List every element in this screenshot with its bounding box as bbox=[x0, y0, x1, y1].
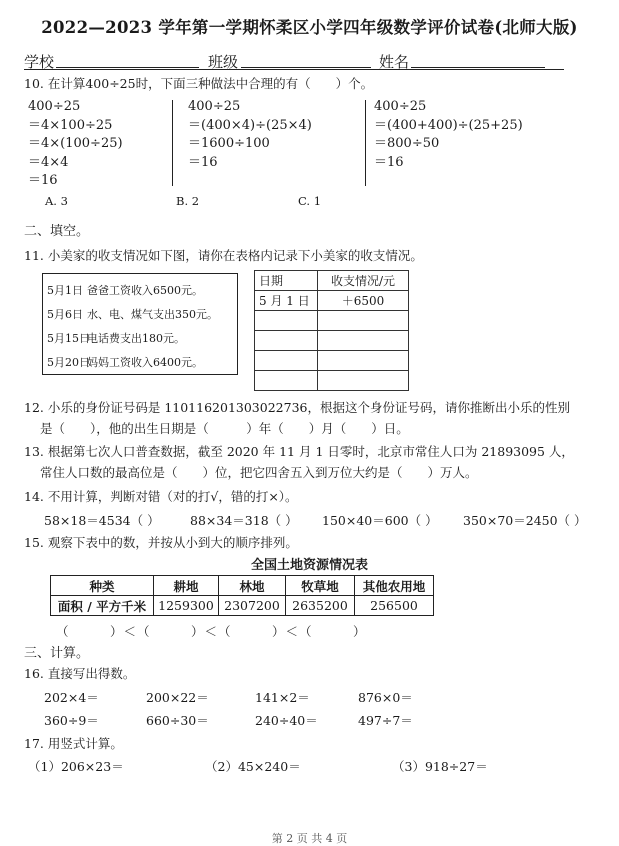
q17-item-3: （3）918÷27＝ bbox=[392, 759, 488, 774]
q16-item: 497÷7＝ bbox=[358, 713, 413, 728]
q17-stem: 17. 用竖式计算。 bbox=[24, 736, 123, 751]
note-4: 5月20日妈妈工资收入6400元。 bbox=[47, 356, 203, 369]
q10-option-b: B. 2 bbox=[176, 194, 200, 208]
note-2: 5月6日 水、电、煤气支出350元。 bbox=[47, 308, 218, 321]
q16-item: 202×4＝ bbox=[44, 690, 99, 705]
q16-item: 660÷30＝ bbox=[146, 713, 209, 728]
table-row: 种类 耕地 林地 牧草地 其他农用地 bbox=[51, 576, 434, 596]
q16-item: 141×2＝ bbox=[255, 690, 310, 705]
page-footer: 第 2 页 共 4 页 bbox=[271, 832, 348, 845]
q14-item-1: 58×18＝4534（ ） bbox=[44, 513, 160, 528]
table-row bbox=[255, 311, 409, 331]
q16-item: 876×0＝ bbox=[358, 690, 413, 705]
q11-ledger-table bbox=[254, 270, 409, 391]
section-2-heading: 二、填空。 bbox=[24, 224, 90, 239]
table-row: 5 月 1 日 ＋6500 bbox=[255, 291, 409, 311]
table-row: 日期 收支情况/元 bbox=[255, 271, 409, 291]
table-row bbox=[255, 371, 409, 391]
q10-option-c: C. 1 bbox=[298, 194, 322, 208]
q16-item: 240÷40＝ bbox=[255, 713, 318, 728]
table-row bbox=[255, 351, 409, 371]
q11-notes-box bbox=[42, 273, 238, 375]
q10-divider-2 bbox=[365, 100, 366, 186]
class-label: 班级 bbox=[208, 53, 239, 71]
q15-stem: 15. 观察下表中的数，并按从小到大的顺序排列。 bbox=[24, 535, 298, 550]
q10-stem: 10. 在计算400÷25时，下面三种做法中合理的有（ ）个。 bbox=[24, 76, 374, 91]
header-rule bbox=[24, 69, 564, 70]
q13-line-1: 13. 根据第七次人口普查数据，截至 2020 年 11 月 1 日零时，北京市常住人口为 21893095 人， bbox=[24, 444, 574, 459]
q17-item-1: （1）206×23＝ bbox=[28, 759, 124, 774]
q16-item: 360÷9＝ bbox=[44, 713, 99, 728]
q10-divider-1 bbox=[172, 100, 173, 186]
section-3-heading: 三、计算。 bbox=[24, 646, 90, 661]
q15-ordering: （ ）＜（ ）＜（ ）＜（ ） bbox=[56, 624, 367, 639]
q15-land-table bbox=[50, 575, 434, 616]
q16-item: 200×22＝ bbox=[146, 690, 209, 705]
q12-line-2: 是（ ），他的出生日期是（ ）年（ ）月（ ）日。 bbox=[40, 421, 409, 436]
q16-stem: 16. 直接写出得数。 bbox=[24, 666, 136, 681]
q14-item-3: 150×40＝600（ ） bbox=[322, 513, 438, 528]
table-row: 面积 / 平方千米 1259300 2307200 2635200 256500 bbox=[51, 596, 434, 616]
q12-line-1: 12. 小乐的身份证号码是 110116201303022736，根据这个身份证号码，请你推断出小乐的性别 bbox=[24, 400, 570, 415]
table-row bbox=[255, 331, 409, 351]
q14-item-2: 88×34＝318（ ） bbox=[190, 513, 298, 528]
name-blank bbox=[411, 67, 545, 68]
name-label: 姓名 bbox=[379, 53, 410, 71]
class-blank bbox=[241, 67, 371, 68]
q15-table-caption: 全国土地资源情况表 bbox=[250, 558, 368, 573]
q10-method-c: 400÷25 ＝(400+400)÷(25+25) ＝800÷50 ＝16 bbox=[374, 99, 523, 170]
school-blank bbox=[56, 67, 199, 68]
q10-method-b: 400÷25 ＝(400×4)÷(25×4) ＝1600÷100 ＝16 bbox=[188, 99, 312, 170]
q10-option-a: A. 3 bbox=[45, 194, 68, 208]
school-label: 学校 bbox=[24, 53, 55, 71]
q10-method-a: 400÷25 ＝4×100÷25 ＝4×(100÷25) ＝4×4 ＝16 bbox=[28, 99, 123, 188]
q14-stem: 14. 不用计算，判断对错（对的打√，错的打×）。 bbox=[24, 489, 298, 504]
note-1: 5月1日 爸爸工资收入6500元。 bbox=[47, 284, 203, 297]
q14-item-4: 350×70＝2450（ ） bbox=[463, 513, 587, 528]
note-3: 5月15日电话费支出180元。 bbox=[47, 332, 185, 345]
q17-item-2: （2）45×240＝ bbox=[205, 759, 301, 774]
page-title: 2022—2023 学年第一学期怀柔区小学四年级数学评价试卷(北师大版) bbox=[41, 18, 578, 37]
q11-stem: 11. 小美家的收支情况如下图，请你在表格内记录下小美家的收支情况。 bbox=[24, 248, 423, 263]
q13-line-2: 常住人口数的最高位是（ ）位，把它四舍五入到万位大约是（ ）万人。 bbox=[40, 465, 478, 480]
